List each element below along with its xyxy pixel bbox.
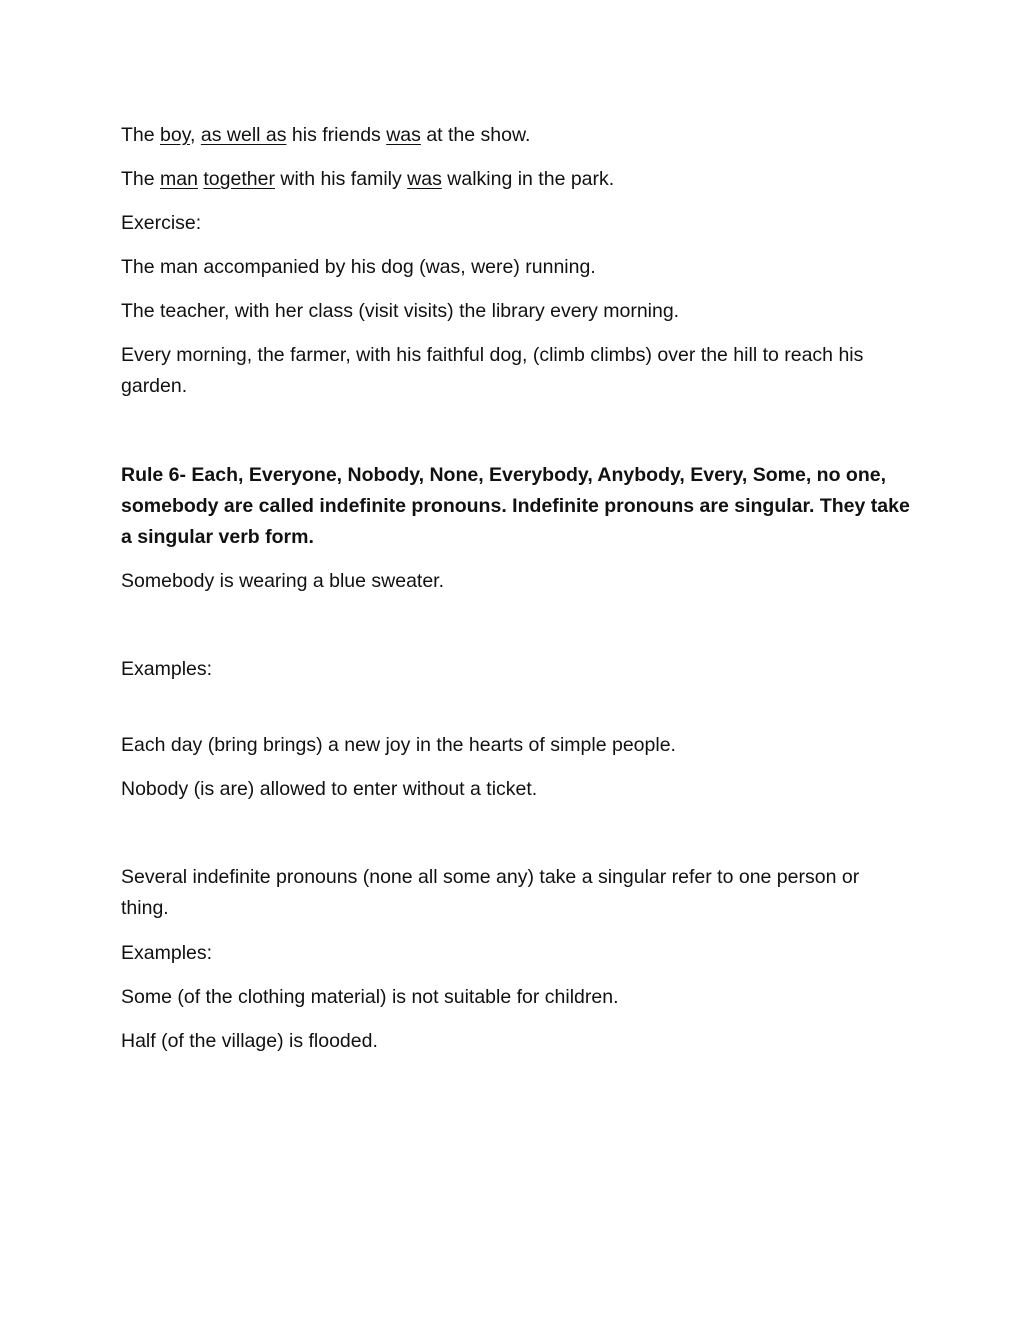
- text-segment: his friends: [286, 124, 387, 146]
- exercise-item: The teacher, with her class (visit visits) the library every morning.: [121, 300, 680, 322]
- underlined-subject: man: [160, 168, 198, 190]
- underlined-verb: was: [407, 168, 442, 190]
- text-segment: The: [121, 124, 161, 146]
- text-segment: The: [121, 168, 161, 190]
- rule-6-example: Somebody is wearing a blue sweater.: [121, 570, 445, 592]
- example-item: Nobody (is are) allowed to enter without a ticket.: [121, 778, 538, 800]
- text-segment: with his family: [274, 168, 408, 190]
- exercise-heading: Exercise:: [121, 212, 202, 234]
- example-item: Some (of the clothing material) is not suitable for children.: [121, 986, 619, 1008]
- exercise-item: Every morning, the farmer, with his faithful dog, (climb climbs) over the hill to reach his garden.: [121, 344, 864, 397]
- example-sentence-man: [121, 164, 911, 195]
- exercise-item: The man accompanied by his dog (was, were) running.: [121, 256, 596, 278]
- examples-heading: Examples:: [121, 942, 213, 964]
- examples-heading: Examples:: [121, 658, 213, 680]
- example-sentence-boy: [121, 120, 911, 151]
- underlined-connector: together: [203, 168, 275, 190]
- underlined-subject: boy: [160, 124, 191, 146]
- underlined-verb: was: [386, 124, 421, 146]
- text-segment: walking in the park.: [441, 168, 615, 190]
- underlined-connector: as well as: [200, 124, 287, 146]
- several-pronouns-note: Several indefinite pronouns (none all some any) take a singular refer to one person or thing.: [121, 866, 860, 919]
- text-segment: at the show.: [420, 124, 531, 146]
- example-item: Half (of the village) is flooded.: [121, 1030, 378, 1052]
- text-segment: ,: [190, 124, 201, 146]
- example-item: Each day (bring brings) a new joy in the hearts of simple people.: [121, 734, 676, 756]
- rule-6-heading: Rule 6- Each, Everyone, Nobody, None, Everybody, Anybody, Every, Some, no one, somebody are called indefinite pronouns. Indefinite pronouns are singular. They take a singular verb form.: [121, 464, 910, 548]
